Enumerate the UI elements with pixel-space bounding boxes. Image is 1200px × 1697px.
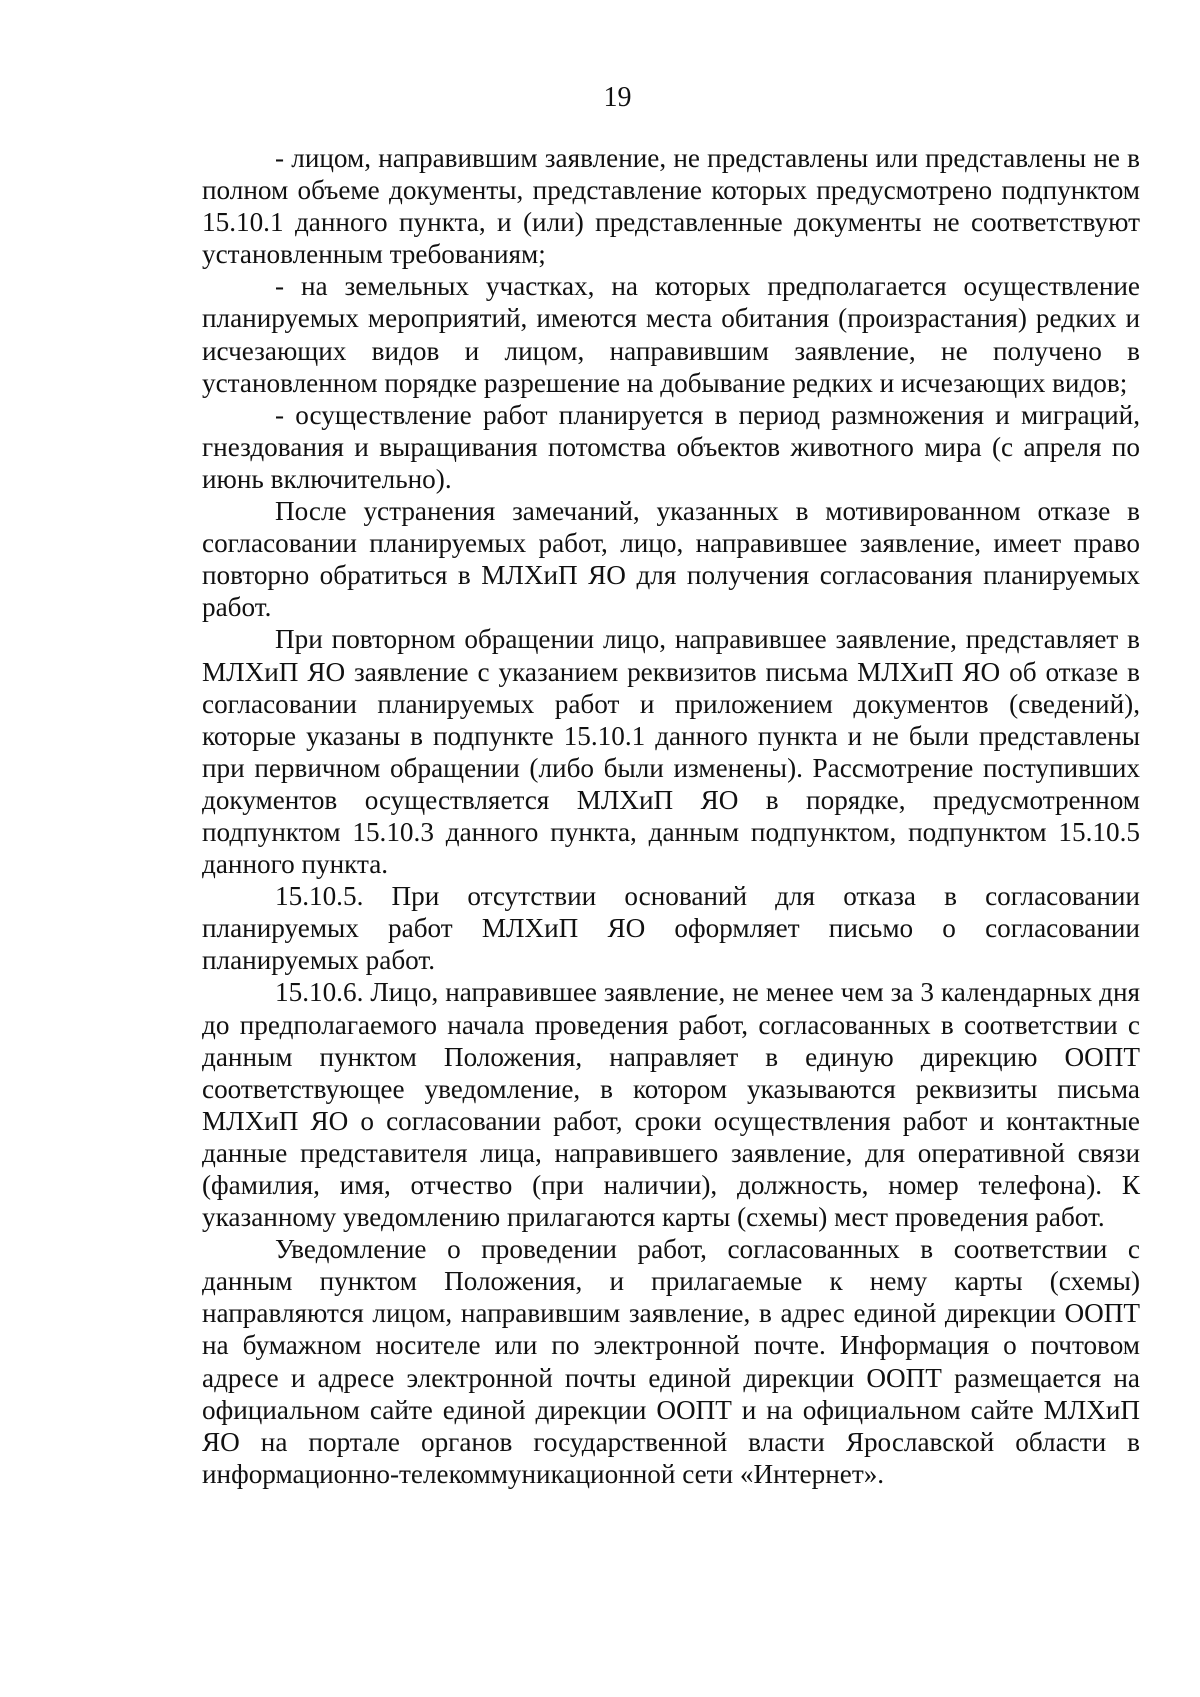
paragraph-15-10-6: 15.10.6. Лицо, направившее заявление, не менее чем за 3 календарных дня до предполагаемого начала проведения работ, согласованных в соответствии с данным пунктом Положения, направляет в единую дирекцию ООПТ соответствующее уведомление, в котором указываются реквизиты письма МЛХиП ЯО о согласовании работ, сроки осуществления работ и контактные данные представителя лица, направившего заявление, для оперативной связи (фамилия, имя, отчество (при наличии), должность, номер телефона). К указанному уведомлению прилагаются карты (схемы) мест проведения работ. [202,977,1140,1233]
paragraph-breeding-season: - осуществление работ планируется в период размножения и миграций, гнездования и выращивания потомства объектов животного мира (с апреля по июнь включительно). [202,399,1140,494]
paragraph-notification-delivery: Уведомление о проведении работ, согласованных в соответствии с данным пунктом Положения, и прилагаемые к нему карты (схемы) направляются лицом, направившим заявление, в адрес единой дирекции ООПТ на бумажном носителе или по электронной почте. Информация о почтовом адресе и адресе электронной почты единой дирекции ООПТ размещается на официальном сайте единой дирекции ООПТ и на официальном сайте МЛХиП ЯО на портале органов государственной власти Ярославской области в информационно-телекоммуникационной сети «Интернет». [202,1234,1140,1489]
paragraph-15-10-5: 15.10.5. При отсутствии оснований для отказа в согласовании планируемых работ МЛХиП ЯО оформляет письмо о согласовании планируемых работ. [202,881,1140,976]
paragraph-resubmission-right: После устранения замечаний, указанных в мотивированном отказе в согласовании планируемых работ, лицо, направившее заявление, имеет право повторно обратиться в МЛХиП ЯО для получения согласования планируемых работ. [202,496,1140,623]
paragraph-rare-species-habitat: - на земельных участках, на которых предполагается осуществление планируемых мероприятий, имеются места обитания (произрастания) редких и исчезающих видов и лицом, направившим заявление, не получено в установленном порядке разрешение на добывание редких и исчезающих видов; [202,271,1140,398]
paragraph-resubmission-procedure: При повторном обращении лицо, направившее заявление, представляет в МЛХиП ЯО заявление с указанием реквизитов письма МЛХиП ЯО об отказе в согласовании планируемых работ и приложением документов (сведений), которые указаны в подпункте 15.10.1 данного пункта и не были представлены при первичном обращении (либо были изменены). Рассмотрение поступивших документов осуществляется МЛХиП ЯО в порядке, предусмотренном подпунктом 15.10.3 данного пункта, данным подпунктом, подпунктом 15.10.5 данного пункта. [202,624,1140,880]
page-number: 19 [603,82,632,113]
document-body [202,142,1140,1490]
paragraph-incomplete-documents: - лицом, направившим заявление, не представлены или представлены не в полном объеме документы, представление которых предусмотрено подпунктом 15.10.1 данного пункта, и (или) представленные документы не соответствуют установленным требованиям; [202,143,1140,270]
